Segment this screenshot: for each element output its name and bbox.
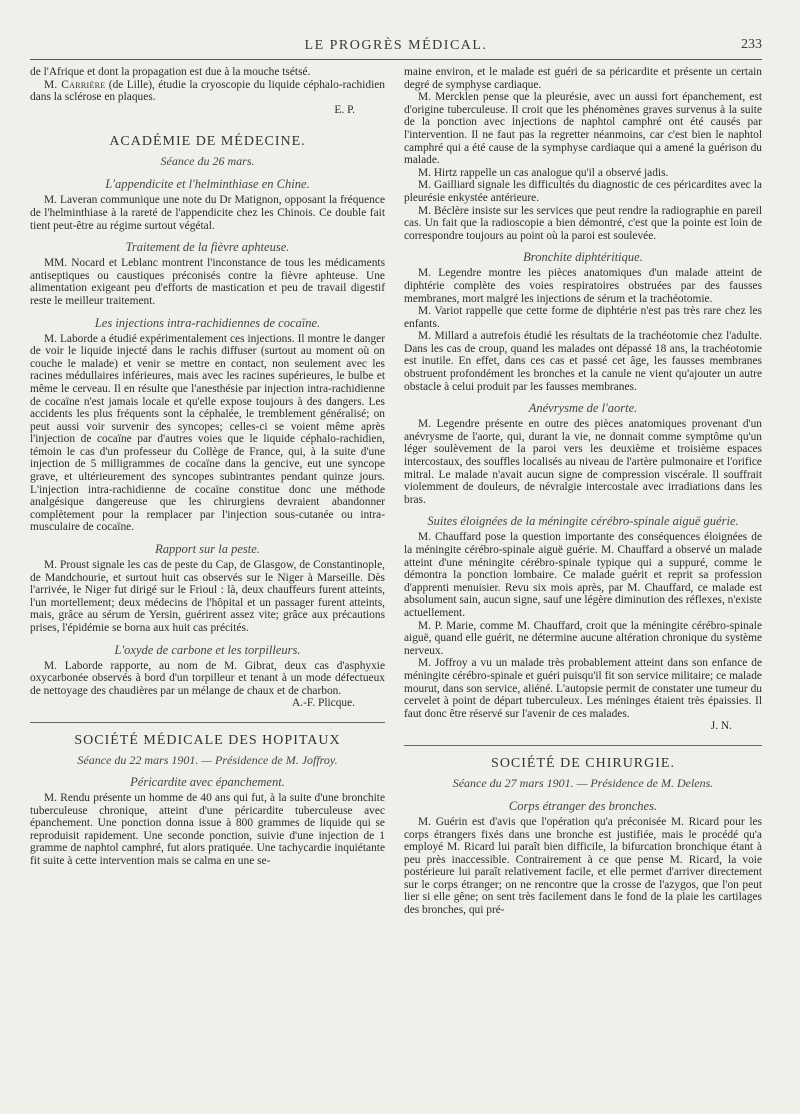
session-date: Séance du 26 mars. — [160, 154, 255, 169]
topic-heading: Péricardite avec épanchement. — [130, 774, 285, 789]
topic-heading: L'appendicite et l'helminthiase en Chine. — [105, 177, 310, 192]
paragraph: M. P. Marie, comme M. Chauffard, croit que la méningite cérébro-spinale aiguë, quand elle guérit, ne détermine aucune altération chronique du système nerveux. — [404, 619, 762, 657]
topic-heading: Suites éloignées de la méningite cérébro-spinale aiguë guérie. — [427, 514, 739, 529]
paragraph: M. Joffroy a vu un malade très probablement atteint dans son enfance de méningite cérébro-spinale et guéri puisqu'il fit son service militaire; ce malade mourut, dans son service, aliéné. L'autopsie permit de constater une tumeur du cervelet à point de départ tuberculeux. Les méninges étaient très épaissies. Il faut donc être réservé sur l'avenir de ces malades. — [404, 657, 762, 720]
paragraph: M. Rendu présente un homme de 40 ans qui fut, à la suite d'une bronchite tuberculeuse chronique, atteint d'une péricardite tuberculeuse avec épanchement. Une ponction donna issue à 800 grammes de liquide qui se reproduisit rapidement. Une seconde ponction, suivie d'une injection de 1 gramme de naphtol camphré, fut alors pratiquée. Une tachycardie inquiétante fit suite à cette intervention mais se calma en une se- — [30, 791, 385, 867]
paragraph-text: (de Lille), étudie la cryoscopie du liquide céphalo-rachidien dans la sclérose en plaques. — [30, 78, 385, 104]
section-title-chirurgie: SOCIÉTÉ DE CHIRURGIE. — [404, 745, 762, 772]
journal-title: LE PROGRÈS MÉDICAL. — [304, 38, 488, 53]
paragraph: M. Gailliard signale les difficultés du diagnostic de ces péricardites avec la pleurésie enkystée antérieure. — [404, 179, 762, 204]
topic-heading: Bronchite diphtéritique. — [523, 250, 643, 265]
running-head — [30, 0, 762, 60]
paragraph: M. Legendre présente en outre des pièces anatomiques provenant d'un anévrysme de l'aorte, qui, durant la vie, ne donnait comme symptôme qu'un léger soulèvement de la paroi vers les deuxième et troisième espaces intercostaux, des souffles localisés au niveau de l'artère pulmonaire et l'orifice mitral. Le malade n'avait aucun signe de compression viscérale. Il souffrait violemment de douleurs, de névralgie intercostale avec irradiations dans les bras. — [404, 418, 762, 506]
paragraph: M. Mercklen pense que la pleurésie, avec un aussi fort épanchement, est d'origine tuberculeuse. Il croit que les phénomènes graves survenus à la suite de la ponction avec injections de naphtol camphré ont été causés par l'intervention. Il ne faut pas la regretter néanmoins, car c'est bien le naphtol camphré qui a été cause de la symphyse cardiaque qui a amené la guérison du malade. — [404, 91, 762, 167]
speaker-name: M. Carrière — [44, 78, 106, 91]
page-number: 233 — [741, 37, 762, 52]
paragraph: M. Guérin est d'avis que l'opération qu'a préconisée M. Ricard pour les corps étrangers fixés dans une bronche est justifiée, mais le procédé qu'a employé M. Ricard lui paraît bien difficile, la bifurcation bronchique étant à peu près inaccessible. Contrairement à ce que pense M. Ricard, la voie postérieure lui paraît relativement facile, et elle permet d'arriver directement sur le corps étranger; on ne rencontre que la crosse de l'azygos, que l'on peut lier si elle gêne; on sent très facilement dans le fond de la plaie les cartilages des bronches, qui pré- — [404, 815, 762, 917]
section-title-academie: ACADÉMIE DE MÉDECINE. — [109, 134, 306, 150]
header-rule — [30, 59, 762, 60]
topic-heading: Rapport sur la peste. — [155, 542, 260, 557]
left-column — [30, 66, 385, 917]
paragraph: M. Laborde rapporte, au nom de M. Gibrat, deux cas d'asphyxie oxycarbonée observés à bord d'un torpilleur et tenant à un mode défectueux de nettoyage des chaudières par un mélange de chaux et de charbon. — [30, 659, 385, 697]
paragraph: MM. Nocard et Leblanc montrent l'inconstance de tous les médicaments antiseptiques ou caustiques préconisés contre la fièvre aphteuse. Une alimentation exigeant peu d'efforts de mastication et peu de travail digestif reste le meilleur traitement. — [30, 257, 385, 307]
paragraph: M. Variot rappelle que cette forme de diphtérie n'est pas très rare chez les enfants. — [404, 305, 762, 330]
topic-heading: Traitement de la fièvre aphteuse. — [125, 240, 290, 255]
signature: E. P. — [334, 103, 355, 116]
paragraph: M. Béclère insiste sur les services que peut rendre la radiographie en pareil cas. Un fait que la radioscopie a bien démontré, c'est que la pointe est loin de correspondre toujours au point où la paroi est soulevée. — [404, 204, 762, 242]
paragraph: M. Laveran communique une note du Dr Matignon, opposant la fréquence de l'helminthiase à la rareté de l'appendicite chez les Chinois. Ce double fait tient peut-être au régime surtout végétal. — [30, 194, 385, 232]
paragraph: M. Laborde a étudié expérimentalement ces injections. Il montre le danger de voir le liquide injecté dans le rachis diffuser (surtout au moment où on couche le malade) et venir se mettre en contact, non seulement avec les racines médullaires inférieures, mais avec les racines supérieures, le bulbe et même le cerveau. Il en résulte que l'anesthésie par injection intra-rachidienne de cocaïne n'est jamais locale et qu'elle expose toujours à des dangers. Les accidents les plus fréquents sont la céphalée, le tremblement généralisé; on peut aussi voir survenir des syncopes; celles-ci se voient même après l'injection de cocaïne par d'autres voies que le liquide céphalo-rachidien, témoin le cas d'un professeur du Collège de France, qui, à la suite d'une injection de 5 milligrammes de cocaïne dans la gencive, eut une syncope grave, et ultérieurement des syncopes subintrantes pendant quinze jours. L'injection intra-rachidienne de cocaïne constitue donc une méthode analgésique dangereuse que les chirurgiens devraient abandonner complètement pour la remplacer par l'injection sous-cutanée ou intra-musculaire de cocaïne. — [30, 332, 385, 534]
session-date: Séance du 22 mars 1901. — Présidence de M. Joffroy. — [77, 752, 338, 767]
signature: J. N. — [710, 720, 732, 733]
topic-heading: Anévrysme de l'aorte. — [528, 401, 638, 416]
two-column-body — [30, 66, 762, 917]
paragraph: maine environ, et le malade est guéri de sa péricardite et présente un certain degré de symphyse cardiaque. — [404, 66, 762, 91]
paragraph: de l'Afrique et dont la propagation est due à la mouche tsétsé. — [30, 66, 311, 78]
paragraph: M. Millard a autrefois étudié les résultats de la trachéotomie chez l'adulte. Dans les cas de croup, quand les malades ont dépassé 18 ans, la trachéotomie est inutile. En effet, dans ces cas et passé cet âge, les fausses membranes obstruent profondément les bronches et la canule ne vient qu'ajouter un autre obstacle à celui produit par les fausses membranes. — [404, 330, 762, 393]
paragraph — [30, 79, 385, 104]
topic-heading: Corps étranger des bronches. — [508, 798, 658, 813]
paragraph: M. Proust signale les cas de peste du Cap, de Glasgow, de Constantinople, de Mandchourie, et surtout huit cas observés sur le Niger à Marseille. Dès l'arrivée, le Niger fut dirigé sur le Frioul : là, deux chauffeurs furent atteints, l'un mortellement; deux médecins de l'hôpital et un passager furent atteints, mais, grâce au sérum de Yersin, guérirent assez vite; grâce aux précautions prises, l'épidémie se borna aux huit cas précités. — [30, 559, 385, 634]
right-column — [404, 66, 762, 917]
paragraph: M. Chauffard pose la question importante des conséquences éloignées de la méningite cérébro-spinale aiguë guérie. M. Chauffard a observé un malade atteint d'une méningite cérébro-spinale typique qui a suppuré, comme le démontra la ponction lombaire. Ce malade guérit et reprit sa profession d'apprenti menuisier. Revu six mois après, par M. Chauffard, ce malade est absolument sain, aucun signe, sauf une légère diminution des réflexes, n'existe actuellement. — [404, 531, 762, 619]
session-date: Séance du 27 mars 1901. — Présidence de M. Delens. — [452, 775, 714, 790]
paragraph: M. Hirtz rappelle un cas analogue qu'il a observé jadis. — [418, 166, 669, 179]
signature: A.-F. Plicque. — [292, 697, 355, 710]
section-title-hopitaux: SOCIÉTÉ MÉDICALE DES HOPITAUX — [30, 722, 385, 749]
paragraph: M. Legendre montre les pièces anatomiques d'un malade atteint de diphtérie complète des voies respiratoires obstruées par des fausses membranes, mort malgré les injections de sérum et la trachéotomie. — [404, 267, 762, 305]
topic-heading: Les injections intra-rachidiennes de cocaïne. — [94, 315, 321, 330]
topic-heading: L'oxyde de carbone et les torpilleurs. — [114, 642, 301, 657]
